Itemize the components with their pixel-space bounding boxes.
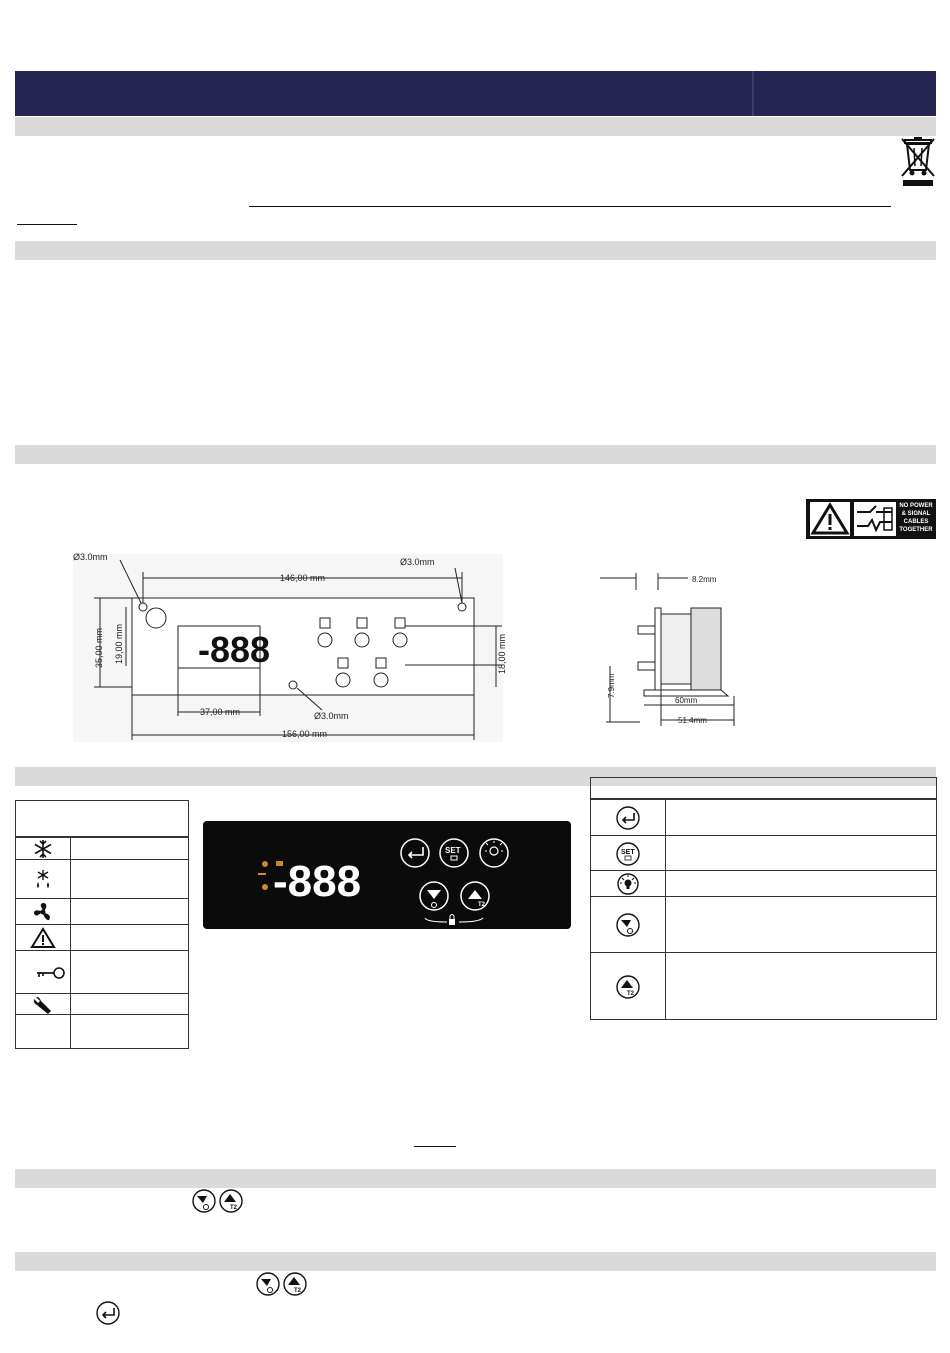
fan-icon bbox=[16, 899, 71, 925]
dim-146: 146,00 mm bbox=[280, 573, 326, 583]
table-header bbox=[591, 778, 936, 800]
section-bar-5 bbox=[15, 1169, 936, 1188]
panel-light-button[interactable] bbox=[480, 839, 508, 867]
weee-bin-icon bbox=[899, 136, 937, 188]
panel-set-label: SET bbox=[445, 846, 461, 855]
light-button-icon bbox=[591, 871, 666, 897]
table-row bbox=[16, 1014, 188, 1049]
dim-51-4: 51.4mm bbox=[678, 716, 707, 725]
set-button-icon bbox=[591, 836, 666, 871]
table-row bbox=[591, 870, 936, 897]
table-row bbox=[16, 836, 188, 860]
hole-label-2: Ø3.0mm bbox=[400, 557, 435, 567]
table-row bbox=[16, 993, 188, 1015]
no-power-signal-cables-sticker bbox=[806, 499, 936, 539]
table-row bbox=[16, 898, 188, 925]
underline-short bbox=[17, 224, 77, 225]
panel-t2-label: T2 bbox=[478, 902, 486, 908]
dim-18: 18,00 mm bbox=[497, 633, 507, 674]
up-t2-button-icon bbox=[220, 1190, 242, 1212]
enter-button-icon bbox=[591, 799, 666, 836]
table-row bbox=[16, 859, 188, 899]
down-up-combo-2 bbox=[255, 1271, 311, 1302]
defrost-icon bbox=[16, 860, 71, 899]
side-dimension-drawing bbox=[600, 570, 750, 730]
t2-label: T2 bbox=[230, 1205, 238, 1211]
dim-156: 156,00 mm bbox=[282, 729, 328, 739]
empty-cell bbox=[16, 1015, 71, 1049]
section-bar-1 bbox=[15, 117, 936, 136]
panel-down-button[interactable] bbox=[420, 882, 448, 910]
up-t2-button-icon bbox=[284, 1273, 306, 1295]
section-bar-2 bbox=[15, 241, 936, 260]
dim-35: 35,00 mm bbox=[94, 627, 104, 668]
panel-enter-button[interactable] bbox=[401, 839, 429, 867]
dim-37: 37,00 mm bbox=[200, 707, 241, 717]
header-divider bbox=[752, 71, 754, 116]
panel-set-button[interactable] bbox=[440, 839, 468, 867]
table-row bbox=[16, 924, 188, 951]
header-bar bbox=[15, 71, 936, 116]
down-button-icon bbox=[591, 897, 666, 953]
lock-icon bbox=[425, 915, 483, 926]
panel-display-digits: -888 bbox=[273, 857, 362, 906]
t2-label: T2 bbox=[294, 1288, 302, 1294]
up-t2-button-icon bbox=[591, 953, 666, 1020]
keys-table bbox=[590, 777, 937, 1020]
warning-triangle-icon bbox=[810, 502, 850, 536]
hole-label-3: Ø3.0mm bbox=[314, 711, 349, 721]
table-row bbox=[16, 950, 188, 994]
dim-19: 19,00 mm bbox=[114, 623, 124, 664]
table-row bbox=[591, 952, 936, 1020]
down-button-icon bbox=[193, 1190, 215, 1212]
down-button-icon bbox=[257, 1273, 279, 1295]
warning-icon bbox=[16, 925, 71, 951]
dim-60: 60mm bbox=[675, 696, 698, 705]
section-bar-6 bbox=[15, 1252, 936, 1271]
panel-up-t2-button[interactable] bbox=[461, 882, 489, 910]
underline-long bbox=[249, 206, 891, 207]
key-icon bbox=[16, 951, 71, 994]
display-icons-table bbox=[15, 800, 189, 1049]
table-header bbox=[16, 801, 188, 838]
snowflake-icon bbox=[16, 837, 71, 860]
drawing-display-digits: -888 bbox=[198, 629, 271, 670]
enter-inline bbox=[95, 1300, 121, 1331]
table-row bbox=[591, 835, 936, 871]
front-panel-image bbox=[203, 821, 571, 929]
dim-7-9: 7.9mm bbox=[607, 673, 616, 698]
wrench-icon bbox=[16, 994, 71, 1015]
cable-symbol-icon bbox=[854, 502, 896, 536]
front-dimension-drawing bbox=[70, 548, 508, 746]
set-label: SET bbox=[621, 848, 635, 856]
section-bar-3 bbox=[15, 445, 936, 464]
table-row bbox=[591, 896, 936, 953]
down-up-combo-1 bbox=[191, 1188, 247, 1219]
underline-mid bbox=[414, 1146, 456, 1147]
hole-label-1: Ø3.0mm bbox=[73, 552, 108, 562]
table-row bbox=[591, 798, 936, 836]
enter-button-icon bbox=[95, 1300, 121, 1326]
t2-label: T2 bbox=[627, 990, 635, 997]
sticker-text: NO POWER & SIGNAL CABLES TOGETHER bbox=[899, 503, 933, 533]
dim-8-2: 8.2mm bbox=[692, 575, 717, 584]
